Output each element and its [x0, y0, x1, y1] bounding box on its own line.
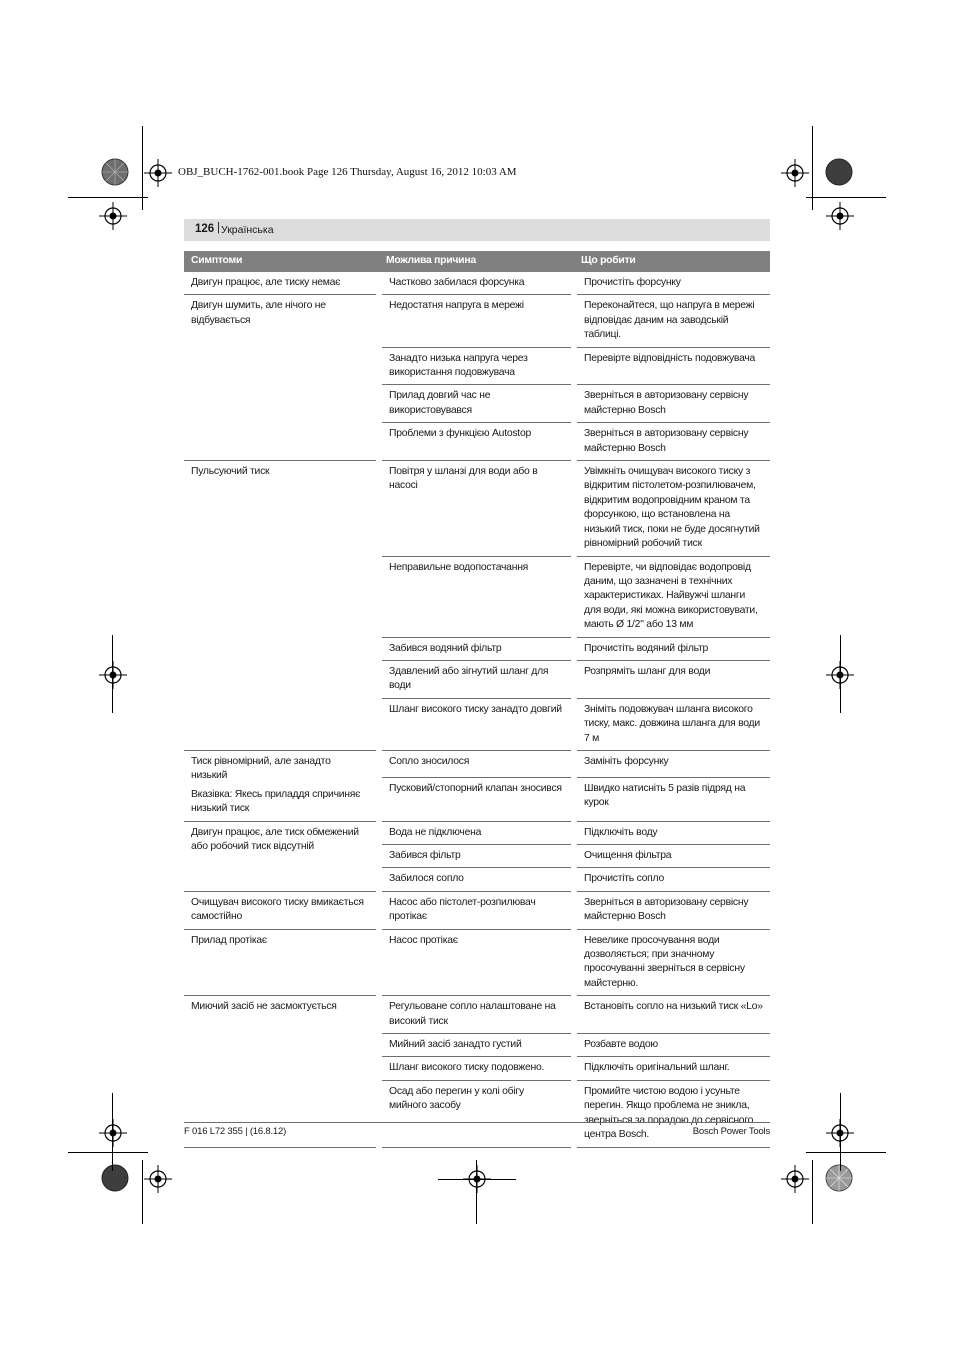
cause-cell: Мийний засіб занадто густий — [379, 1034, 574, 1057]
footer-doc-code: F 016 L72 355 | (16.8.12) — [184, 1126, 287, 1137]
cause-cell: Шланг високого тиску занадто довгий — [379, 698, 574, 750]
symptom-cell: Прилад протікає — [184, 929, 379, 996]
registration-target-icon — [99, 202, 127, 230]
column-header-symptoms: Симптоми — [184, 251, 379, 272]
cause-cell: Прилад довгий час не використовувався — [379, 385, 574, 423]
crop-line-icon — [68, 197, 148, 198]
cause-cell: Вода не підключена — [379, 821, 574, 844]
cause-cell: Регульоване сопло налаштоване на високий тиск — [379, 996, 574, 1034]
action-cell: Розпряміть шланг для води — [574, 660, 770, 698]
action-cell: Швидко натисніть 5 разів підряд на курок — [574, 777, 770, 821]
cause-cell: Частково забилася форсунка — [379, 272, 574, 295]
density-patch-icon — [825, 158, 853, 186]
table-row — [184, 929, 770, 996]
table-row — [184, 996, 770, 1034]
symptom-cell: Двигун працює, але тиску немає — [184, 272, 379, 295]
table-row — [184, 272, 770, 295]
page-header-separator: | — [217, 222, 220, 234]
cause-cell: Осад або перегин у колі обігу мийного засобу — [379, 1080, 574, 1147]
crop-line-icon — [112, 1093, 113, 1171]
table-body — [184, 272, 770, 1147]
cause-cell: Недостатня напруга в мережі — [379, 295, 574, 347]
cause-cell: Проблеми з функцією Autostop — [379, 423, 574, 461]
cause-cell: Сопло зносилося — [379, 750, 574, 777]
troubleshooting-table — [184, 251, 770, 1148]
column-header-cause: Можлива причина — [379, 251, 574, 272]
registration-target-icon — [781, 159, 809, 187]
registration-target-icon — [144, 1165, 172, 1193]
crop-line-icon — [476, 1160, 477, 1224]
column-header-action: Що робити — [574, 251, 770, 272]
action-cell: Прочистіть водяний фільтр — [574, 637, 770, 660]
cause-cell: Шланг високого тиску подовжено. — [379, 1057, 574, 1080]
symptom-text: Тиск рівномірний, але занадто низький — [191, 755, 331, 782]
cause-cell: Насос або пістолет-розпилювач протікає — [379, 891, 574, 929]
print-slug-header: OBJ_BUCH-1762-001.book Page 126 Thursday, August 16, 2012 10:03 AM — [178, 166, 517, 178]
page-header-band — [184, 219, 770, 241]
table-header-row — [184, 251, 770, 272]
crop-line-icon — [812, 1160, 813, 1224]
crop-line-icon — [806, 197, 886, 198]
cause-cell: Неправильне водопостачання — [379, 556, 574, 637]
table-row — [184, 295, 770, 347]
footer-brand: Bosch Power Tools — [692, 1126, 770, 1137]
action-cell: Підключіть оригінальний шланг. — [574, 1057, 770, 1080]
crop-line-icon — [142, 1160, 143, 1224]
density-patch-icon — [101, 1164, 129, 1192]
registration-target-icon — [781, 1165, 809, 1193]
cause-cell: Повітря у шланзі для води або в насосі — [379, 461, 574, 556]
action-cell: Увімкніть очищувач високого тиску з відкритим пістолетом-розпилювачем, відкритим водопровідним краном та форсункою, що встановлена на низький тиск, поки не буде досягнутий рівномірний робочий тиск — [574, 461, 770, 556]
action-cell: Прочистіть форсунку — [574, 272, 770, 295]
crop-line-icon — [112, 635, 113, 713]
action-cell: Встановіть сопло на низький тиск «Lo» — [574, 996, 770, 1034]
action-cell: Зверніться в авторизовану сервісну майстерню Bosch — [574, 423, 770, 461]
action-cell: Перевірте відповідність подовжувача — [574, 347, 770, 385]
cause-cell: Забився фільтр — [379, 845, 574, 868]
cause-cell: Забилося сопло — [379, 868, 574, 891]
density-patch-icon — [101, 158, 129, 186]
page-language-label: Українська — [221, 224, 274, 236]
density-patch-icon — [825, 1164, 853, 1192]
symptom-cell — [184, 750, 379, 821]
crop-line-icon — [438, 1179, 516, 1180]
page-number: 126 — [195, 223, 215, 235]
crop-line-icon — [840, 1093, 841, 1171]
cause-cell: Здавлений або зігнутий шланг для води — [379, 660, 574, 698]
table-row — [184, 891, 770, 929]
action-cell: Перевірте, чи відповідає водопровід даним, що зазначені в технічних характеристиках. Найвужчі шланги для води, які можна використовувати, мають Ø 1/2" або 13 мм — [574, 556, 770, 637]
action-cell: Невелике просочування води дозволяється; при значному просочуванні зверніться в сервісну майстерню. — [574, 929, 770, 996]
registration-target-icon — [144, 159, 172, 187]
action-cell: Очищення фільтра — [574, 845, 770, 868]
cause-cell: Пусковий/стопорний клапан зносився — [379, 777, 574, 821]
action-cell: Промийте чистою водою і усуньте перегин. Якщо проблема не зникла, зверніться за порадою до сервісного центра Bosch. — [574, 1080, 770, 1147]
registration-target-icon — [826, 202, 854, 230]
table-row — [184, 821, 770, 844]
registration-target-icon — [99, 1119, 127, 1147]
cause-cell: Занадто низька напруга через використання подовжувача — [379, 347, 574, 385]
symptom-cell: Пульсуючий тиск — [184, 461, 379, 751]
crop-line-icon — [806, 1152, 886, 1153]
symptom-cell: Очищувач високого тиску вмикається самостійно — [184, 891, 379, 929]
crop-line-icon — [840, 635, 841, 713]
action-cell: Зніміть подовжувач шланга високого тиску, макс. довжина шланга для води 7 м — [574, 698, 770, 750]
symptom-note: Вказівка: Якесь приладдя спричиняє низький тиск — [191, 788, 361, 815]
symptom-cell: Двигун шумить, але нічого не відбувається — [184, 295, 379, 461]
action-cell: Прочистіть сопло — [574, 868, 770, 891]
symptom-cell: Двигун працює, але тиск обмежений або робочий тиск відсутній — [184, 821, 379, 891]
action-cell: Переконайтеся, що напруга в мережі відповідає даним на заводській таблиці. — [574, 295, 770, 347]
registration-target-icon — [99, 661, 127, 689]
action-cell: Замініть форсунку — [574, 750, 770, 777]
action-cell: Розбавте водою — [574, 1034, 770, 1057]
table-row — [184, 750, 770, 777]
action-cell: Зверніться в авторизовану сервісну майстерню Bosch — [574, 891, 770, 929]
crop-line-icon — [68, 1152, 148, 1153]
footer-rule — [184, 1122, 770, 1123]
cause-cell: Насос протікає — [379, 929, 574, 996]
table-row — [184, 461, 770, 556]
action-cell: Підключіть воду — [574, 821, 770, 844]
symptom-cell: Миючий засіб не засмоктується — [184, 996, 379, 1147]
action-cell: Зверніться в авторизовану сервісну майстерню Bosch — [574, 385, 770, 423]
cause-cell: Забився водяний фільтр — [379, 637, 574, 660]
